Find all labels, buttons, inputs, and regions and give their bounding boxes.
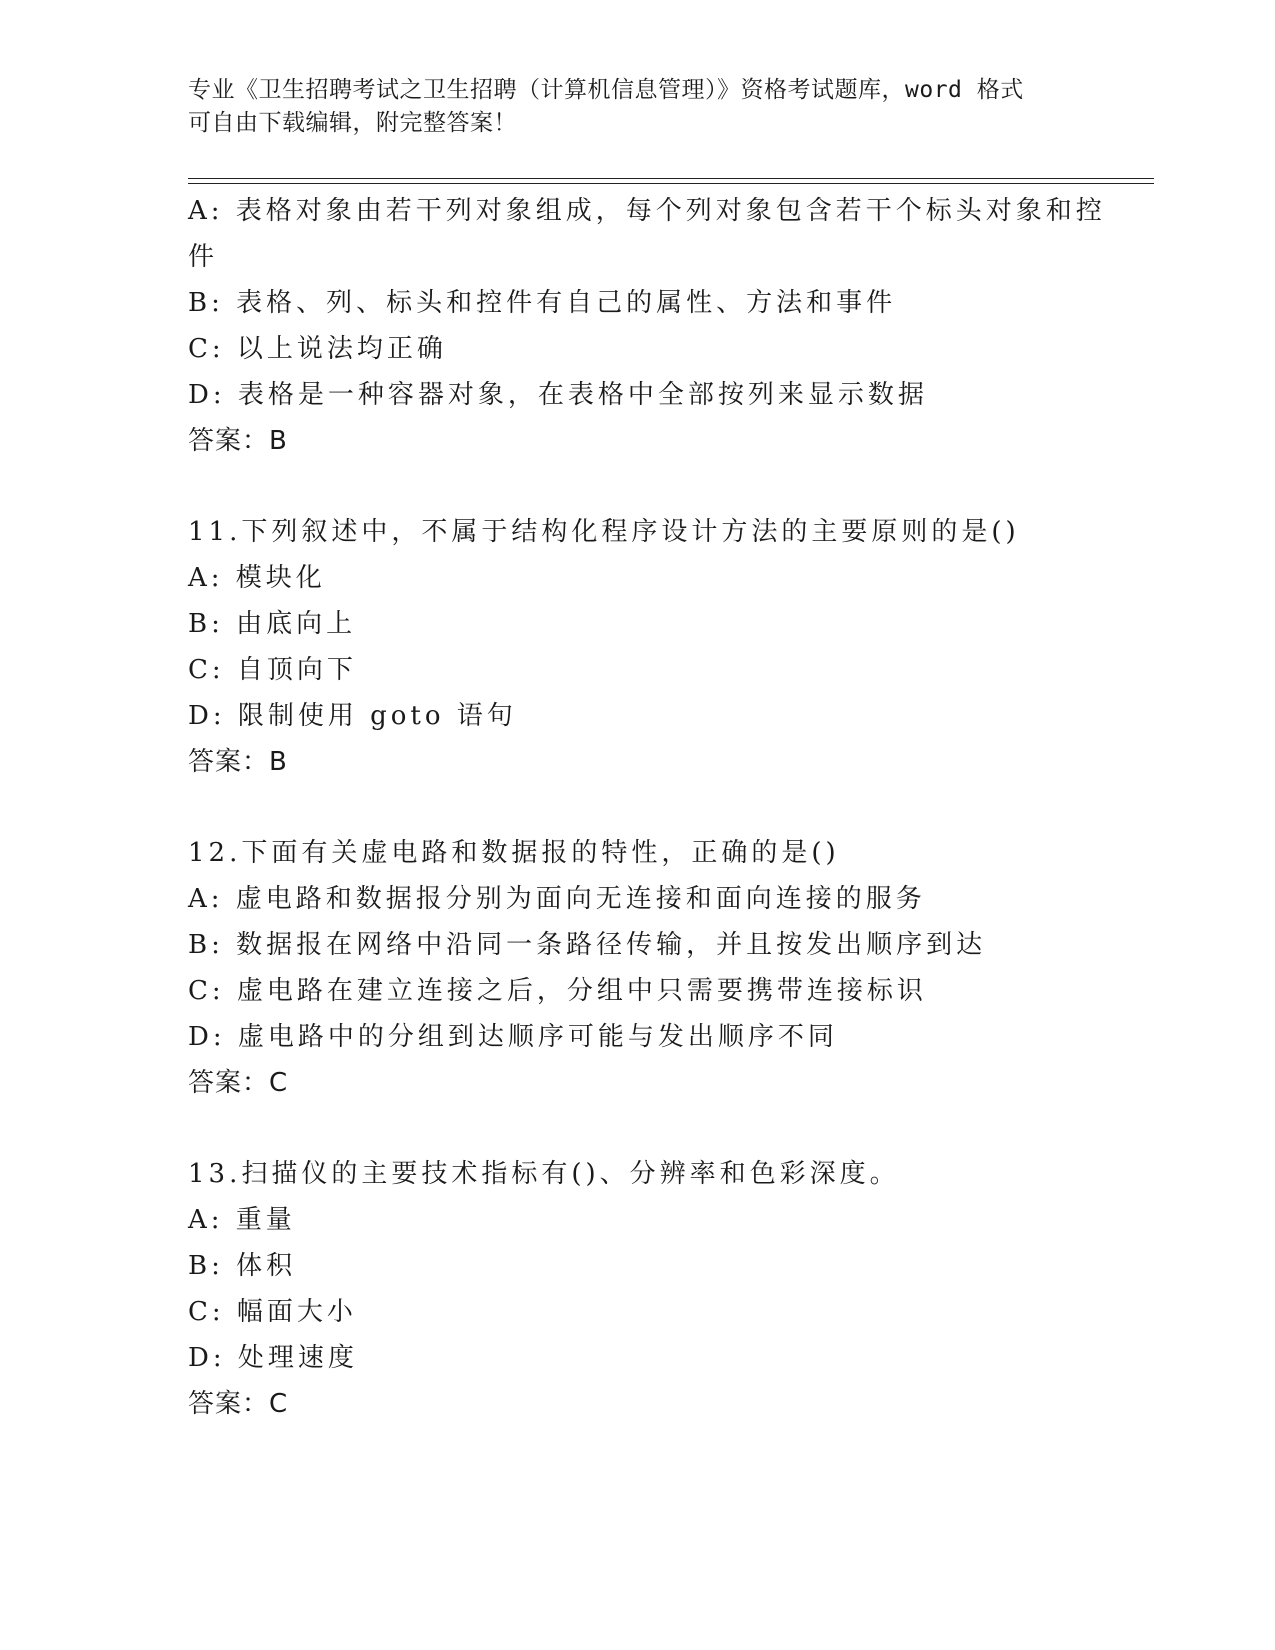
- option-c: C: 自顶向下: [188, 655, 357, 685]
- option-b: B: 体积: [188, 1251, 297, 1281]
- question-stem: 11.下列叙述中，不属于结构化程序设计方法的主要原则的是(): [188, 517, 1020, 547]
- question-list: [188, 188, 1148, 1427]
- option-c: C: 以上说法均正确: [188, 334, 447, 364]
- option-b: B: 表格、列、标头和控件有自己的属性、方法和事件: [188, 288, 897, 318]
- answer-line: 答案：B: [188, 747, 288, 777]
- option-b: B: 数据报在网络中沿同一条路径传输，并且按发出顺序到达: [188, 930, 987, 960]
- answer-line: 答案：C: [188, 1389, 289, 1419]
- option-d: D: 处理速度: [188, 1343, 358, 1373]
- option-a: A: 模块化: [188, 563, 326, 593]
- answer-line: 答案：B: [188, 426, 288, 456]
- question-block-11: [188, 509, 1148, 785]
- question-block-13: [188, 1151, 1148, 1427]
- header-line-2: 可自由下载编辑，附完整答案！: [188, 110, 517, 136]
- question-stem: 12.下面有关虚电路和数据报的特性，正确的是(): [188, 838, 840, 868]
- option-b: B: 由底向上: [188, 609, 357, 639]
- header-divider-top: [188, 178, 1154, 179]
- header-line-1: 专业《卫生招聘考试之卫生招聘（计算机信息管理）》资格考试题库，word 格式: [188, 77, 1024, 103]
- option-a: A: 重量: [188, 1205, 296, 1235]
- spacer: [188, 1106, 1148, 1151]
- option-d: D: 表格是一种容器对象，在表格中全部按列来显示数据: [188, 380, 928, 410]
- question-stem: 13.扫描仪的主要技术指标有()、分辨率和色彩深度。: [188, 1159, 900, 1189]
- option-c: C: 幅面大小: [188, 1297, 357, 1327]
- question-block-12: [188, 830, 1148, 1106]
- question-block-previous: [188, 188, 1148, 464]
- option-c: C: 虚电路在建立连接之后，分组中只需要携带连接标识: [188, 976, 927, 1006]
- option-a-line-2: 件: [188, 242, 219, 272]
- spacer: [188, 785, 1148, 830]
- option-d: D: 限制使用 goto 语句: [188, 701, 517, 731]
- document-header: [188, 74, 1088, 140]
- header-divider-bottom: [188, 183, 1154, 184]
- spacer: [188, 464, 1148, 509]
- answer-line: 答案：C: [188, 1068, 289, 1098]
- option-d: D: 虚电路中的分组到达顺序可能与发出顺序不同: [188, 1022, 838, 1052]
- option-a-line-1: A: 表格对象由若干列对象组成，每个列对象包含若干个标头对象和控: [188, 196, 1106, 226]
- option-a: A: 虚电路和数据报分别为面向无连接和面向连接的服务: [188, 884, 926, 914]
